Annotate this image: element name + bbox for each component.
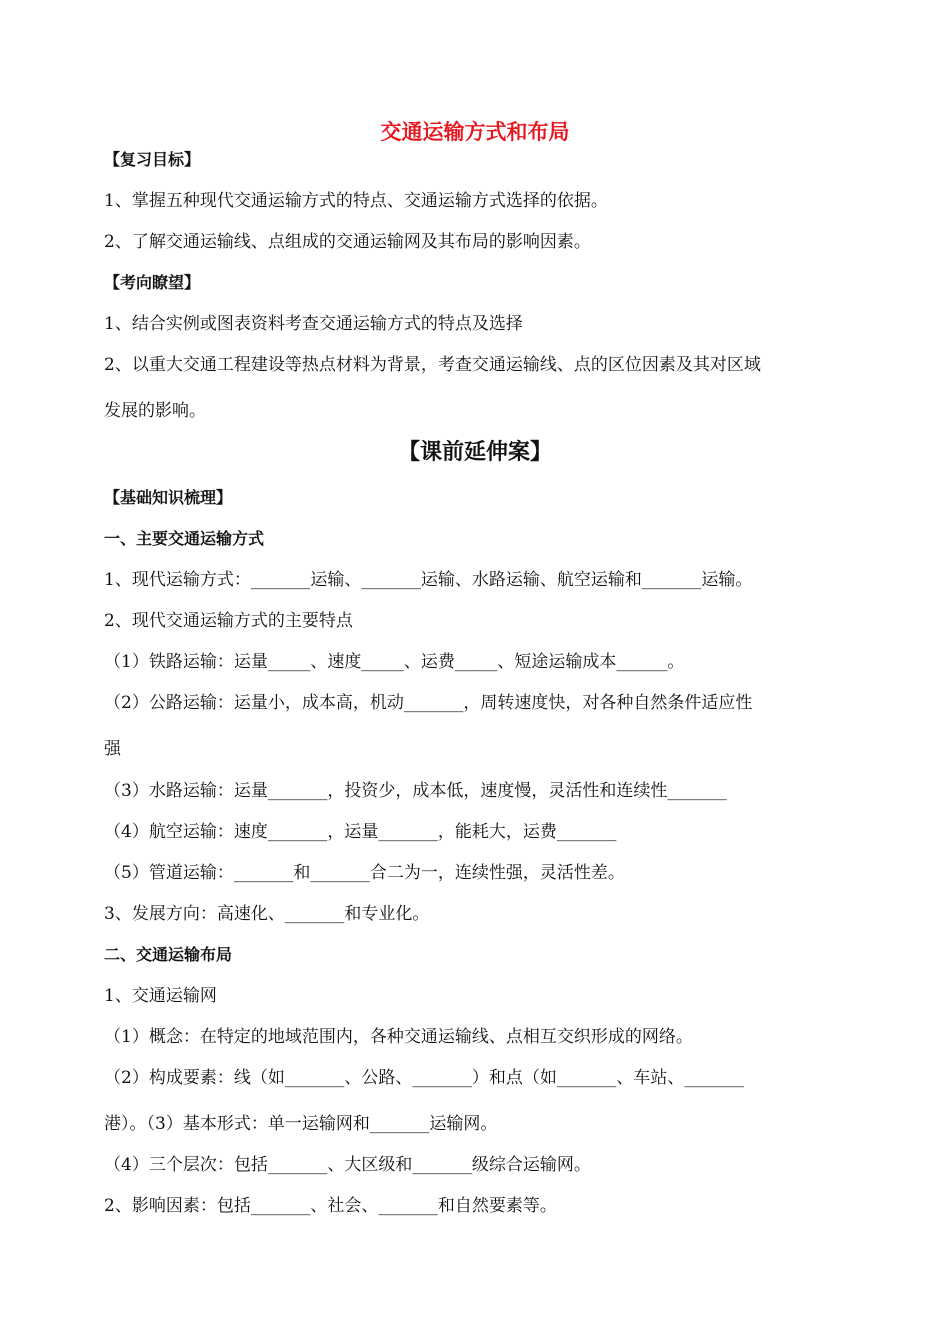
- review-goals-heading: 【复习目标】: [104, 150, 201, 169]
- section-2-line: （1）概念：在特定的地域范围内，各种交通运输线、点相互交织形成的网络。: [104, 1027, 693, 1047]
- section-1-line: 强: [104, 739, 121, 759]
- exam-outlook-item: 1、结合实例或图表资料考查交通运输方式的特点及选择: [104, 314, 523, 334]
- review-goal-item: 2、了解交通运输线、点组成的交通运输网及其布局的影响因素。: [104, 232, 591, 252]
- exam-outlook-item: 发展的影响。: [104, 401, 206, 421]
- section-1-line: （3）水路运输：运量_______，投资少，成本低，速度慢，灵活性和连续性_______: [104, 781, 727, 801]
- section-1-line: 3、发展方向：高速化、_______和专业化。: [104, 904, 430, 924]
- section-1-line: 2、现代交通运输方式的主要特点: [104, 611, 353, 631]
- section-2-line: （4）三个层次：包括_______、大区级和_______级综合运输网。: [104, 1155, 591, 1175]
- section-1-line: （1）铁路运输：运量_____、速度_____、运费_____、短途运输成本______。: [104, 652, 685, 672]
- review-goal-item: 1、掌握五种现代交通运输方式的特点、交通运输方式选择的依据。: [104, 191, 608, 211]
- section-1-line: （2）公路运输：运量小，成本高，机动_______，周转速度快，对各种自然条件适应性: [104, 693, 753, 713]
- basic-knowledge-heading: 【基础知识梳理】: [104, 488, 233, 507]
- section-2-line: （2）构成要素：线（如_______、公路、_______）和点（如_______、车站、_______: [104, 1068, 744, 1088]
- section-2-title: 二、交通运输布局: [104, 945, 233, 964]
- section-1-line: 1、现代运输方式：_______运输、_______运输、水路运输、航空运输和_______运输。: [104, 570, 753, 590]
- section-2-line: 2、影响因素：包括_______、社会、_______和自然要素等。: [104, 1196, 557, 1216]
- section-2-line: 1、交通运输网: [104, 986, 217, 1006]
- pre-class-heading: 【课前延伸案】: [397, 440, 552, 465]
- section-1-line: （4）航空运输：速度_______，运量_______，能耗大，运费_______: [104, 822, 617, 842]
- exam-outlook-item: 2、以重大交通工程建设等热点材料为背景，考查交通运输线、点的区位因素及其对区域: [104, 355, 761, 375]
- section-2-line: 港）。（3）基本形式：单一运输网和_______运输网。: [104, 1114, 498, 1134]
- document-title: 交通运输方式和布局: [380, 120, 570, 144]
- section-1-title: 一、主要交通运输方式: [104, 529, 265, 548]
- exam-outlook-heading: 【考向瞭望】: [104, 273, 201, 292]
- section-1-line: （5）管道运输：_______和_______合二为一，连续性强，灵活性差。: [104, 863, 625, 883]
